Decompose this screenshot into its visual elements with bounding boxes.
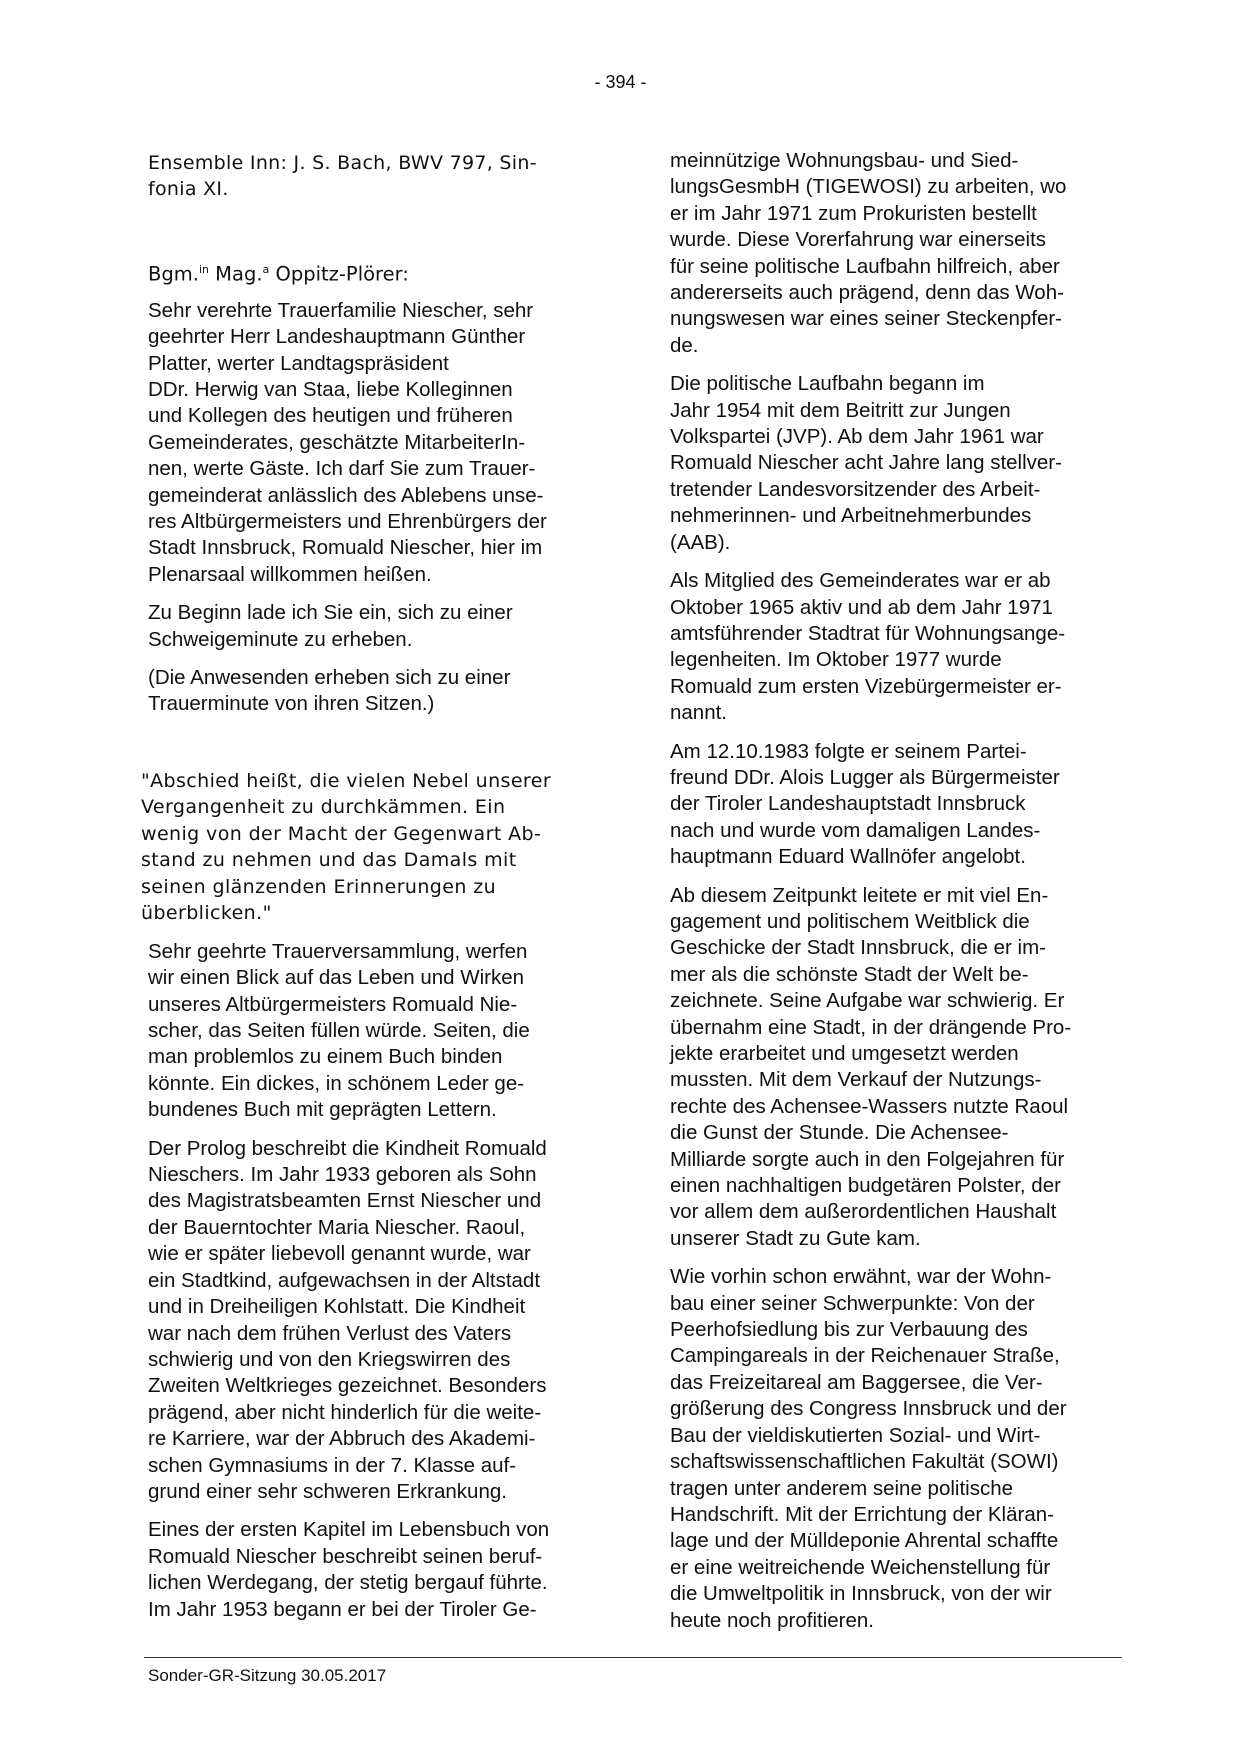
paragraph-address: Sehr geehrte Trauerversammlung, werfen wir einen Blick auf das Leben und Wirken unseres Altbürgermeisters Romuald Nie- scher, das Seiten füllen würde. Seiten, die man problemlos zu einem Buch binden könnte. Ein dickes, in schönem Leder ge- bundenes Buch mit geprägten Lettern. <box>148 939 530 1122</box>
paragraph-silence-invite: Zu Beginn lade ich Sie ein, sich zu einer Schweigeminute zu erheben. <box>148 601 513 651</box>
page-number: - 394 - <box>594 72 647 92</box>
farewell-quote: "Abschied heißt, die vielen Nebel unserer Vergangenheit zu durchkämmen. Ein wenig von der Macht der Gegenwart Ab- stand zu nehmen und das Damals mit seinen glänzenden Erinnerungen zu überblicken." <box>141 769 552 925</box>
footer-session: Sonder-GR-Sitzung 30.05.2017 <box>148 1666 387 1685</box>
speaker-title-sup: in <box>198 262 209 276</box>
right-column <box>670 148 1122 1646</box>
paragraph-childhood: Der Prolog beschreibt die Kindheit Romuald Nieschers. Im Jahr 1933 geboren als Sohn des Magistratsbeamten Ernst Niescher und der Bauerntochter Maria Niescher. Raoul, wie er später liebevoll genannt wurde, war ein Stadtkind, aufgewachsen in der Altstadt und in Dreiheiligen Kohlstatt. Die Kindheit war nach dem frühen Verlust des Vaters schwierig und von den Kriegswirren des Zweiten Weltkrieges gezeichnet. Besonders prägend, aber nicht hinderlich für die weite- re Karriere, war der Abbruch des Akademi- schen Gymnasiums in der 7. Klasse auf- grund einer sehr schweren Erkrankung. <box>148 1136 547 1503</box>
speaker-mag-prefix: Mag. <box>208 262 263 286</box>
paragraph-welcome: Sehr verehrte Trauerfamilie Niescher, sehr geehrter Herr Landeshauptmann Günther Platter, werter Landtagspräsident DDr. Herwig van Staa, liebe Kolleginnen und Kollegen des heutigen und früheren Gemeinderates, geschätzte MitarbeiterIn- nen, werte Gäste. Ich darf Sie zum Trauer- gemeinderat anlässlich des Ablebens unse- res Altbürgermeisters und Ehrenbürgers der Stadt Innsbruck, Romuald Niescher, hier im Plenarsaal willkommen heißen. <box>148 298 547 586</box>
left-column <box>141 150 600 1635</box>
paragraph-political-start: Die politische Laufbahn begann im Jahr 1954 mit dem Beitritt zur Jungen Volkspartei (JVP). Ab dem Jahr 1961 war Romuald Niescher acht Jahre lang stellver- tretender Landesvorsitzender des Arbeit- nehmerinnen- und Arbeitnehmerbundes (AAB). <box>670 372 1062 554</box>
paragraph-housing: Wie vorhin schon erwähnt, war der Wohn- bau einer seiner Schwerpunkte: Von der Peerhofsiedlung bis zur Verbauung des Campingareals in der Reichenauer Straße, das Freizeitareal am Baggersee, die Ver- größerung des Congress Innsbruck und der Bau der vieldiskutierten Sozial- und Wirt- schaftswissenschaftlichen Fakultät (SOWI) tragen unter anderem seine politische Handschrift. Mit der Errichtung der Kläran- lage und der Mülldeponie Ahrental schaffte er eine weitreichende Weichenstellung für die Umweltpolitik in Innsbruck, von der wir heute noch profitieren. <box>670 1265 1067 1632</box>
paragraph-tigewosi: meinnützige Wohnungsbau- und Sied- lungsGesmbH (TIGEWOSI) zu arbeiten, wo er im Jahr 1971 zum Prokuristen bestellt wurde. Diese Vorerfahrung war einerseits für seine politische Laufbahn hilfreich, aber andererseits auch prägend, denn das Woh- nungswesen war eines seiner Steckenpfer- de. <box>670 149 1067 357</box>
speaker-mag-sup: a <box>262 262 270 276</box>
paragraph-council-member: Als Mitglied des Gemeinderates war er ab Oktober 1965 aktiv und ab dem Jahr 1971 amtsführender Stadtrat für Wohnungsange- legenheiten. Im Oktober 1977 wurde Romuald zum ersten Vizebürgermeister er- nannt. <box>670 569 1066 725</box>
speaker-title-prefix: Bgm. <box>148 262 199 286</box>
paragraph-mayor: Am 12.10.1983 folgte er seinem Partei- freund DDr. Alois Lugger als Bürgermeister der Tiroler Landeshauptstadt Innsbruck nach und wurde vom damaligen Landes- hauptmann Eduard Wallnöfer angelobt. <box>670 739 1060 869</box>
paragraph-career-start: Eines der ersten Kapitel im Lebensbuch von Romuald Niescher beschreibt seinen beruf- lichen Werdegang, der stetig bergauf führte. Im Jahr 1953 begann er bei der Tiroler Ge- <box>148 1518 550 1621</box>
speaker-name: Oppitz-Plörer: <box>269 262 409 286</box>
footer-divider <box>144 1657 1122 1658</box>
paragraph-achensee: Ab diesem Zeitpunkt leitete er mit viel En- gagement und politischem Weitblick die Geschicke der Stadt Innsbruck, die er im- mer als die schönste Stadt der Welt be- zeichnete. Seine Aufgabe war schwierig. Er übernahm eine Stadt, in der drängende Pro- jekte erarbeitet und umgesetzt werden mussten. Mit dem Verkauf der Nutzungs- rechte des Achensee-Wassers nutzte Raoul die Gunst der Stunde. Die Achensee- Milliarde sorgte auch in den Folgejahren für einen nachhaltigen budgetären Polster, der vor allem dem außerordentlichen Haushalt unserer Stadt zu Gute kam. <box>670 883 1072 1250</box>
speaker-label <box>148 257 600 288</box>
ensemble-line: Ensemble Inn: J. S. Bach, BWV 797, Sin- fonia XI. <box>148 152 537 201</box>
paragraph-stage-direction: (Die Anwesenden erheben sich zu einer Trauerminute von ihren Sitzen.) <box>148 666 511 716</box>
